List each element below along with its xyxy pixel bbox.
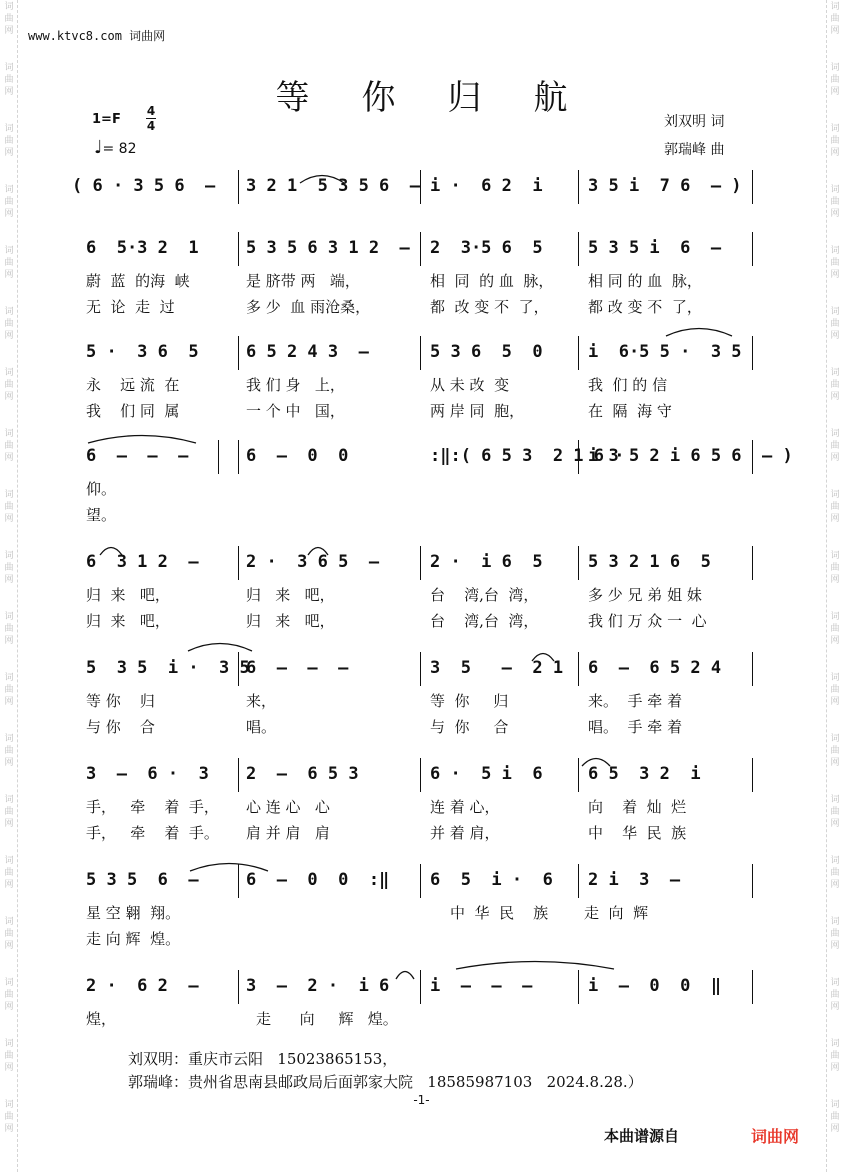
watermark-char: 网	[4, 514, 14, 524]
watermark-char: 曲	[830, 990, 840, 1000]
watermark-char: 词	[4, 63, 14, 73]
page-number: -1-	[413, 1093, 430, 1107]
barline	[578, 336, 579, 370]
watermark-char: 曲	[830, 868, 840, 878]
measure: 6 5 2 4 3 –	[246, 342, 369, 362]
barline	[218, 440, 219, 474]
lyric-segment: 连 着 心，	[430, 798, 500, 816]
measure: 5 3 5 6 3 1 2 –	[246, 238, 410, 258]
watermark-char: 曲	[4, 319, 14, 329]
watermark-char: 曲	[4, 1051, 14, 1061]
watermark-char: 词	[830, 612, 840, 622]
lyrics-line-1	[0, 796, 843, 816]
watermark-char: 词	[830, 307, 840, 317]
measure: 6 5 i · 6	[430, 870, 553, 890]
lyrics-line-2	[0, 296, 843, 316]
song-title: 等你归航	[275, 78, 620, 118]
measure: 6 – 6 5 2 4	[588, 658, 722, 678]
watermark-char: 词	[4, 1100, 14, 1110]
lyrics-line-1	[0, 478, 843, 498]
lyric-segment: 归 来 吧，	[86, 612, 170, 630]
lyric-segment: 相 同 的 血 脉，	[430, 272, 554, 290]
watermark-char: 网	[4, 453, 14, 463]
watermark-char: 词	[830, 673, 840, 683]
watermark-char: 网	[4, 148, 14, 158]
watermark-char: 词	[830, 856, 840, 866]
tempo-marking	[94, 137, 137, 158]
watermark-char: 曲	[830, 136, 840, 146]
lyric-segment: 无 论 走 过	[86, 298, 175, 316]
watermark-char: 曲	[4, 685, 14, 695]
measure: 5 3 5 i · 3 5	[86, 658, 250, 678]
lyric-segment: 唱。	[246, 718, 277, 736]
watermark-char: 网	[830, 453, 840, 463]
lyric-segment: 走 向 辉 煌。	[256, 1010, 398, 1028]
measure: 6 5·3 2 1	[86, 238, 199, 258]
measure: 2 · 3 6 5 –	[246, 552, 380, 572]
measure: i 3 5 2 i 6 5 6 – )	[588, 446, 793, 466]
lyric-segment: 走 向 辉	[584, 904, 649, 922]
watermark-char: 网	[830, 26, 840, 36]
site-url[interactable]: www.ktvc8.com 词曲网	[28, 29, 166, 43]
lyric-segment: 等 你 归	[86, 692, 155, 710]
watermark-char: 曲	[830, 929, 840, 939]
lyrics-line-1	[0, 690, 843, 710]
watermark-char: 词	[4, 490, 14, 500]
watermark-char: 网	[830, 331, 840, 341]
slur-arc	[100, 544, 122, 556]
source-brand-link[interactable]: 词曲网	[751, 1127, 800, 1146]
watermark-char: 词	[4, 612, 14, 622]
measure: i – 0 0 ‖	[588, 976, 722, 996]
watermark-char: 网	[4, 941, 14, 951]
lyrics-line-2	[0, 716, 843, 736]
barline	[578, 232, 579, 266]
slur-arc	[308, 544, 328, 556]
watermark-char: 词	[830, 429, 840, 439]
watermark-char: 网	[830, 514, 840, 524]
lyric-segment: 我 们 身 上，	[246, 376, 345, 394]
watermark-char: 曲	[4, 441, 14, 451]
watermark-char: 曲	[4, 746, 14, 756]
watermark-char: 曲	[830, 75, 840, 85]
watermark-char: 网	[830, 1124, 840, 1134]
barline	[238, 170, 239, 204]
watermark-char: 曲	[830, 1112, 840, 1122]
lyric-segment: 永 远 流 在	[86, 376, 180, 394]
lyric-segment: 走 向 辉 煌。	[86, 930, 181, 948]
lyric-segment: 归 来 吧，	[86, 586, 170, 604]
time-signature	[146, 104, 156, 133]
watermark-char: 词	[830, 917, 840, 927]
watermark-char: 词	[830, 490, 840, 500]
watermark-char: 网	[830, 575, 840, 585]
slur-arc	[396, 968, 414, 980]
slur-arc	[190, 860, 268, 872]
watermark-char: 曲	[4, 563, 14, 573]
measure: 3 5 i 7 6 – )	[588, 176, 742, 196]
watermark-char: 词	[4, 795, 14, 805]
lyric-segment: 仰。	[86, 480, 117, 498]
watermark-char: 词	[4, 185, 14, 195]
watermark-char: 网	[4, 270, 14, 280]
lyric-segment: 都 改 变 不 了，	[430, 298, 549, 316]
watermark-char: 曲	[830, 685, 840, 695]
watermark-char: 曲	[830, 746, 840, 756]
watermark-char: 曲	[830, 197, 840, 207]
barline	[752, 440, 753, 474]
lyric-segment: 来，	[246, 692, 277, 710]
lyrics-line-2	[0, 822, 843, 842]
barline	[752, 970, 753, 1004]
slur-arc	[666, 325, 732, 337]
barline	[578, 440, 579, 474]
watermark-char: 网	[830, 880, 840, 890]
watermark-char: 词	[830, 185, 840, 195]
watermark-char: 词	[4, 368, 14, 378]
watermark-char: 词	[830, 2, 840, 12]
watermark-char: 词	[4, 124, 14, 134]
lyric-segment: 从 未 改 变	[430, 376, 510, 394]
barline	[238, 232, 239, 266]
lyric-segment: 望。	[86, 506, 117, 524]
lyric-segment: 都 改 变 不 了，	[588, 298, 702, 316]
watermark-char: 曲	[4, 624, 14, 634]
measure: 5 3 2 1 6 5	[588, 552, 711, 572]
watermark-char: 曲	[830, 14, 840, 24]
watermark-char: 网	[4, 209, 14, 219]
measure: 3 – 2 · i 6	[246, 976, 390, 996]
lyric-segment: 相 同 的 血 脉，	[588, 272, 702, 290]
watermark-char: 词	[830, 124, 840, 134]
measure: 6 3 1 2 –	[86, 552, 199, 572]
watermark-char: 网	[4, 1063, 14, 1073]
watermark-char: 网	[4, 697, 14, 707]
barline	[578, 546, 579, 580]
lyric-segment: 向 着 灿 烂	[588, 798, 687, 816]
notes-row-chorus-c	[0, 764, 843, 788]
watermark-char: 曲	[830, 563, 840, 573]
measure: i 6·5 5 · 3 5	[588, 342, 742, 362]
barline	[420, 170, 421, 204]
watermark-char: 曲	[4, 14, 14, 24]
measure: i – – –	[430, 976, 533, 996]
lyric-segment: 台 湾,台 湾，	[430, 586, 539, 604]
watermark-char: 词	[830, 63, 840, 73]
watermark-char: 词	[830, 1039, 840, 1049]
slur-arc	[88, 432, 196, 444]
lyric-segment: 中 华 民 族	[450, 904, 549, 922]
lyrics-line-2	[0, 400, 843, 420]
slur-arc	[188, 640, 252, 652]
barline	[578, 652, 579, 686]
lyric-segment: 我 们 的 信	[588, 376, 668, 394]
watermark-char: 曲	[4, 75, 14, 85]
measure: 2 · 6 2 –	[86, 976, 199, 996]
lyric-segment: 台 湾,台 湾，	[430, 612, 539, 630]
watermark-char: 网	[4, 819, 14, 829]
tempo-value: = 82	[102, 141, 137, 157]
lyrics-line-2	[0, 610, 843, 630]
lyric-segment: 唱。 手 牵 着	[588, 718, 683, 736]
lyric-segment: 归 来 吧，	[246, 612, 335, 630]
barline	[420, 970, 421, 1004]
watermark-char: 曲	[4, 868, 14, 878]
barline	[238, 652, 239, 686]
contact-line-2: 郭瑞峰：贵州省思南县邮政局后面郭家大院 18585987103 2024.8.28.）	[128, 1073, 643, 1091]
watermark-char: 词	[4, 246, 14, 256]
measure: 2 i 3 –	[588, 870, 681, 890]
measure: i · 6 2 i	[430, 176, 543, 196]
watermark-char: 词	[4, 917, 14, 927]
barline	[578, 758, 579, 792]
measure: 6 5 3 2 i	[588, 764, 701, 784]
measure: 2 – 6 5 3	[246, 764, 359, 784]
contact-line-1: 刘双明：重庆市云阳 15023865153，	[128, 1050, 398, 1068]
watermark-char: 曲	[830, 502, 840, 512]
watermark-char: 词	[4, 856, 14, 866]
lyric-segment: 两 岸 同 胞，	[430, 402, 525, 420]
notes-row-verse-b	[0, 342, 843, 366]
lyrics-line-1	[0, 270, 843, 290]
watermark-char: 网	[830, 1063, 840, 1073]
lyric-segment: 与 你 合	[86, 718, 155, 736]
watermark-char: 网	[830, 270, 840, 280]
barline	[578, 970, 579, 1004]
watermark-char: 词	[830, 978, 840, 988]
barline	[420, 232, 421, 266]
watermark-char: 网	[830, 697, 840, 707]
barline	[238, 970, 239, 1004]
lyrics-line-2	[0, 928, 843, 948]
lyric-segment: 我 们 万 众 一 心	[588, 612, 707, 630]
barline	[752, 232, 753, 266]
watermark-char: 曲	[830, 441, 840, 451]
source-label: 本曲谱源自	[604, 1127, 680, 1145]
notes-row-intro	[0, 176, 843, 200]
watermark-char: 网	[4, 575, 14, 585]
watermark-char: 曲	[4, 807, 14, 817]
measure: 2 3·5 6 5	[430, 238, 543, 258]
barline	[420, 336, 421, 370]
watermark-char: 词	[4, 429, 14, 439]
barline	[752, 336, 753, 370]
watermark-char: 词	[830, 551, 840, 561]
barline	[752, 546, 753, 580]
measure: 6 – – –	[86, 446, 189, 466]
lyrics-line-1	[0, 584, 843, 604]
measure: 2 · i 6 5	[430, 552, 543, 572]
lyric-segment: 来。 手 牵 着	[588, 692, 683, 710]
barline	[752, 170, 753, 204]
measure: 5 3 5 i 6 –	[588, 238, 722, 258]
watermark-char: 词	[4, 2, 14, 12]
barline	[238, 758, 239, 792]
lyrics-line-1	[0, 1008, 843, 1028]
watermark-char: 网	[830, 87, 840, 97]
barline	[752, 864, 753, 898]
slur-arc	[582, 755, 610, 767]
lyric-segment: 手， 牵 着 手。	[86, 824, 219, 842]
lyric-segment: 星 空 翱 翔。	[86, 904, 181, 922]
watermark-char: 曲	[830, 807, 840, 817]
watermark-char: 词	[830, 734, 840, 744]
measure: 3 2 1 5 3 5 6 –	[246, 176, 420, 196]
watermark-char: 网	[830, 819, 840, 829]
watermark-char: 曲	[4, 136, 14, 146]
watermark-char: 词	[4, 1039, 14, 1049]
watermark-char: 网	[830, 636, 840, 646]
time-signature-top: 4	[146, 104, 156, 118]
watermark-char: 网	[4, 758, 14, 768]
watermark-char: 曲	[4, 929, 14, 939]
watermark-char: 曲	[4, 502, 14, 512]
watermark-char: 网	[830, 209, 840, 219]
key-signature: 1=F	[92, 112, 121, 127]
time-signature-bottom: 4	[146, 119, 156, 133]
measure: 3 5 – 2 1	[430, 658, 564, 678]
watermark-char: 网	[4, 636, 14, 646]
lyric-segment: 多 少 血 雨沧桑，	[246, 298, 371, 316]
quarter-note-icon: ♩	[94, 137, 103, 158]
lyrics-line-1	[0, 374, 843, 394]
watermark-char: 曲	[830, 319, 840, 329]
lyric-segment: 多 少 兄 弟 姐 妹	[588, 586, 702, 604]
lyric-segment: 与 你 合	[430, 718, 509, 736]
watermark-char: 词	[830, 368, 840, 378]
lyric-segment: 归 来 吧，	[246, 586, 335, 604]
lyric-segment: 肩 并 肩 肩	[246, 824, 330, 842]
watermark-char: 网	[4, 392, 14, 402]
lyric-segment: 手， 牵 着 手，	[86, 798, 219, 816]
lyric-segment: 并 着 肩，	[430, 824, 500, 842]
lyric-segment: 煌，	[86, 1010, 117, 1028]
watermark-char: 词	[4, 978, 14, 988]
watermark-char: 词	[4, 307, 14, 317]
lyric-segment: 心 连 心 心	[246, 798, 330, 816]
notes-row-chorus-d	[0, 870, 843, 894]
barline	[238, 546, 239, 580]
watermark-char: 曲	[830, 624, 840, 634]
barline	[752, 652, 753, 686]
watermark-char: 网	[830, 1002, 840, 1012]
measure: 5 3 6 5 0	[430, 342, 543, 362]
lyricist-credit: 刘双明 词	[664, 114, 725, 130]
watermark-char: 曲	[830, 258, 840, 268]
barline	[420, 546, 421, 580]
lyric-segment: 中 华 民 族	[588, 824, 687, 842]
slur-arc	[300, 172, 344, 184]
watermark-char: 词	[4, 734, 14, 744]
watermark-char: 网	[4, 331, 14, 341]
measure: 6 – – –	[246, 658, 349, 678]
slur-arc	[456, 958, 614, 970]
watermark-char: 网	[4, 26, 14, 36]
measure: ( 6 · 3 5 6 –	[72, 176, 216, 196]
watermark-char: 网	[830, 941, 840, 951]
barline	[420, 758, 421, 792]
watermark-char: 曲	[4, 1112, 14, 1122]
measure: 5 · 3 6 5	[86, 342, 199, 362]
barline	[238, 440, 239, 474]
notes-row-verse-a	[0, 238, 843, 262]
watermark-char: 词	[4, 673, 14, 683]
barline	[238, 336, 239, 370]
watermark-char: 网	[4, 1124, 14, 1134]
lyric-segment: 等 你 归	[430, 692, 509, 710]
notes-row-chorus-a	[0, 552, 843, 576]
composer-credit: 郭瑞峰 曲	[664, 142, 725, 158]
lyric-segment: 我 们 同 属	[86, 402, 180, 420]
lyric-segment: 蔚 蓝 的海 峡	[86, 272, 190, 290]
watermark-char: 曲	[4, 197, 14, 207]
measure: 5 3 5 6 –	[86, 870, 199, 890]
measure: 3 – 6 · 3	[86, 764, 209, 784]
watermark-char: 曲	[830, 380, 840, 390]
watermark-char: 曲	[830, 1051, 840, 1061]
watermark-char: 曲	[4, 258, 14, 268]
measure: :‖:( 6 5 3 2 1 6 ·	[430, 446, 625, 466]
slur-arc	[532, 650, 554, 662]
barline	[420, 652, 421, 686]
notes-row-chorus-b	[0, 658, 843, 682]
watermark-char: 词	[4, 551, 14, 561]
barline	[752, 758, 753, 792]
measure: 6 – 0 0	[246, 446, 349, 466]
watermark-char: 网	[830, 758, 840, 768]
barline	[420, 864, 421, 898]
watermark-char: 词	[830, 795, 840, 805]
watermark-char: 网	[4, 880, 14, 890]
watermark-char: 网	[4, 87, 14, 97]
watermark-char: 网	[4, 1002, 14, 1012]
barline	[578, 864, 579, 898]
notes-row-ending	[0, 976, 843, 1000]
lyric-segment: 是 脐带 两 端，	[246, 272, 360, 290]
lyrics-line-2	[0, 504, 843, 524]
measure: 6 – 0 0 :‖	[246, 870, 390, 890]
watermark-char: 曲	[4, 380, 14, 390]
watermark-char: 网	[830, 392, 840, 402]
watermark-char: 词	[830, 1100, 840, 1110]
watermark-char: 词	[830, 246, 840, 256]
lyric-segment: 一 个 中 国，	[246, 402, 345, 420]
watermark-char: 网	[830, 148, 840, 158]
notes-row-verse-c	[0, 446, 843, 470]
measure: 6 · 5 i 6	[430, 764, 543, 784]
barline	[578, 170, 579, 204]
lyric-segment: 在 隔 海 守	[588, 402, 672, 420]
watermark-char: 曲	[4, 990, 14, 1000]
lyrics-line-1	[0, 902, 843, 922]
